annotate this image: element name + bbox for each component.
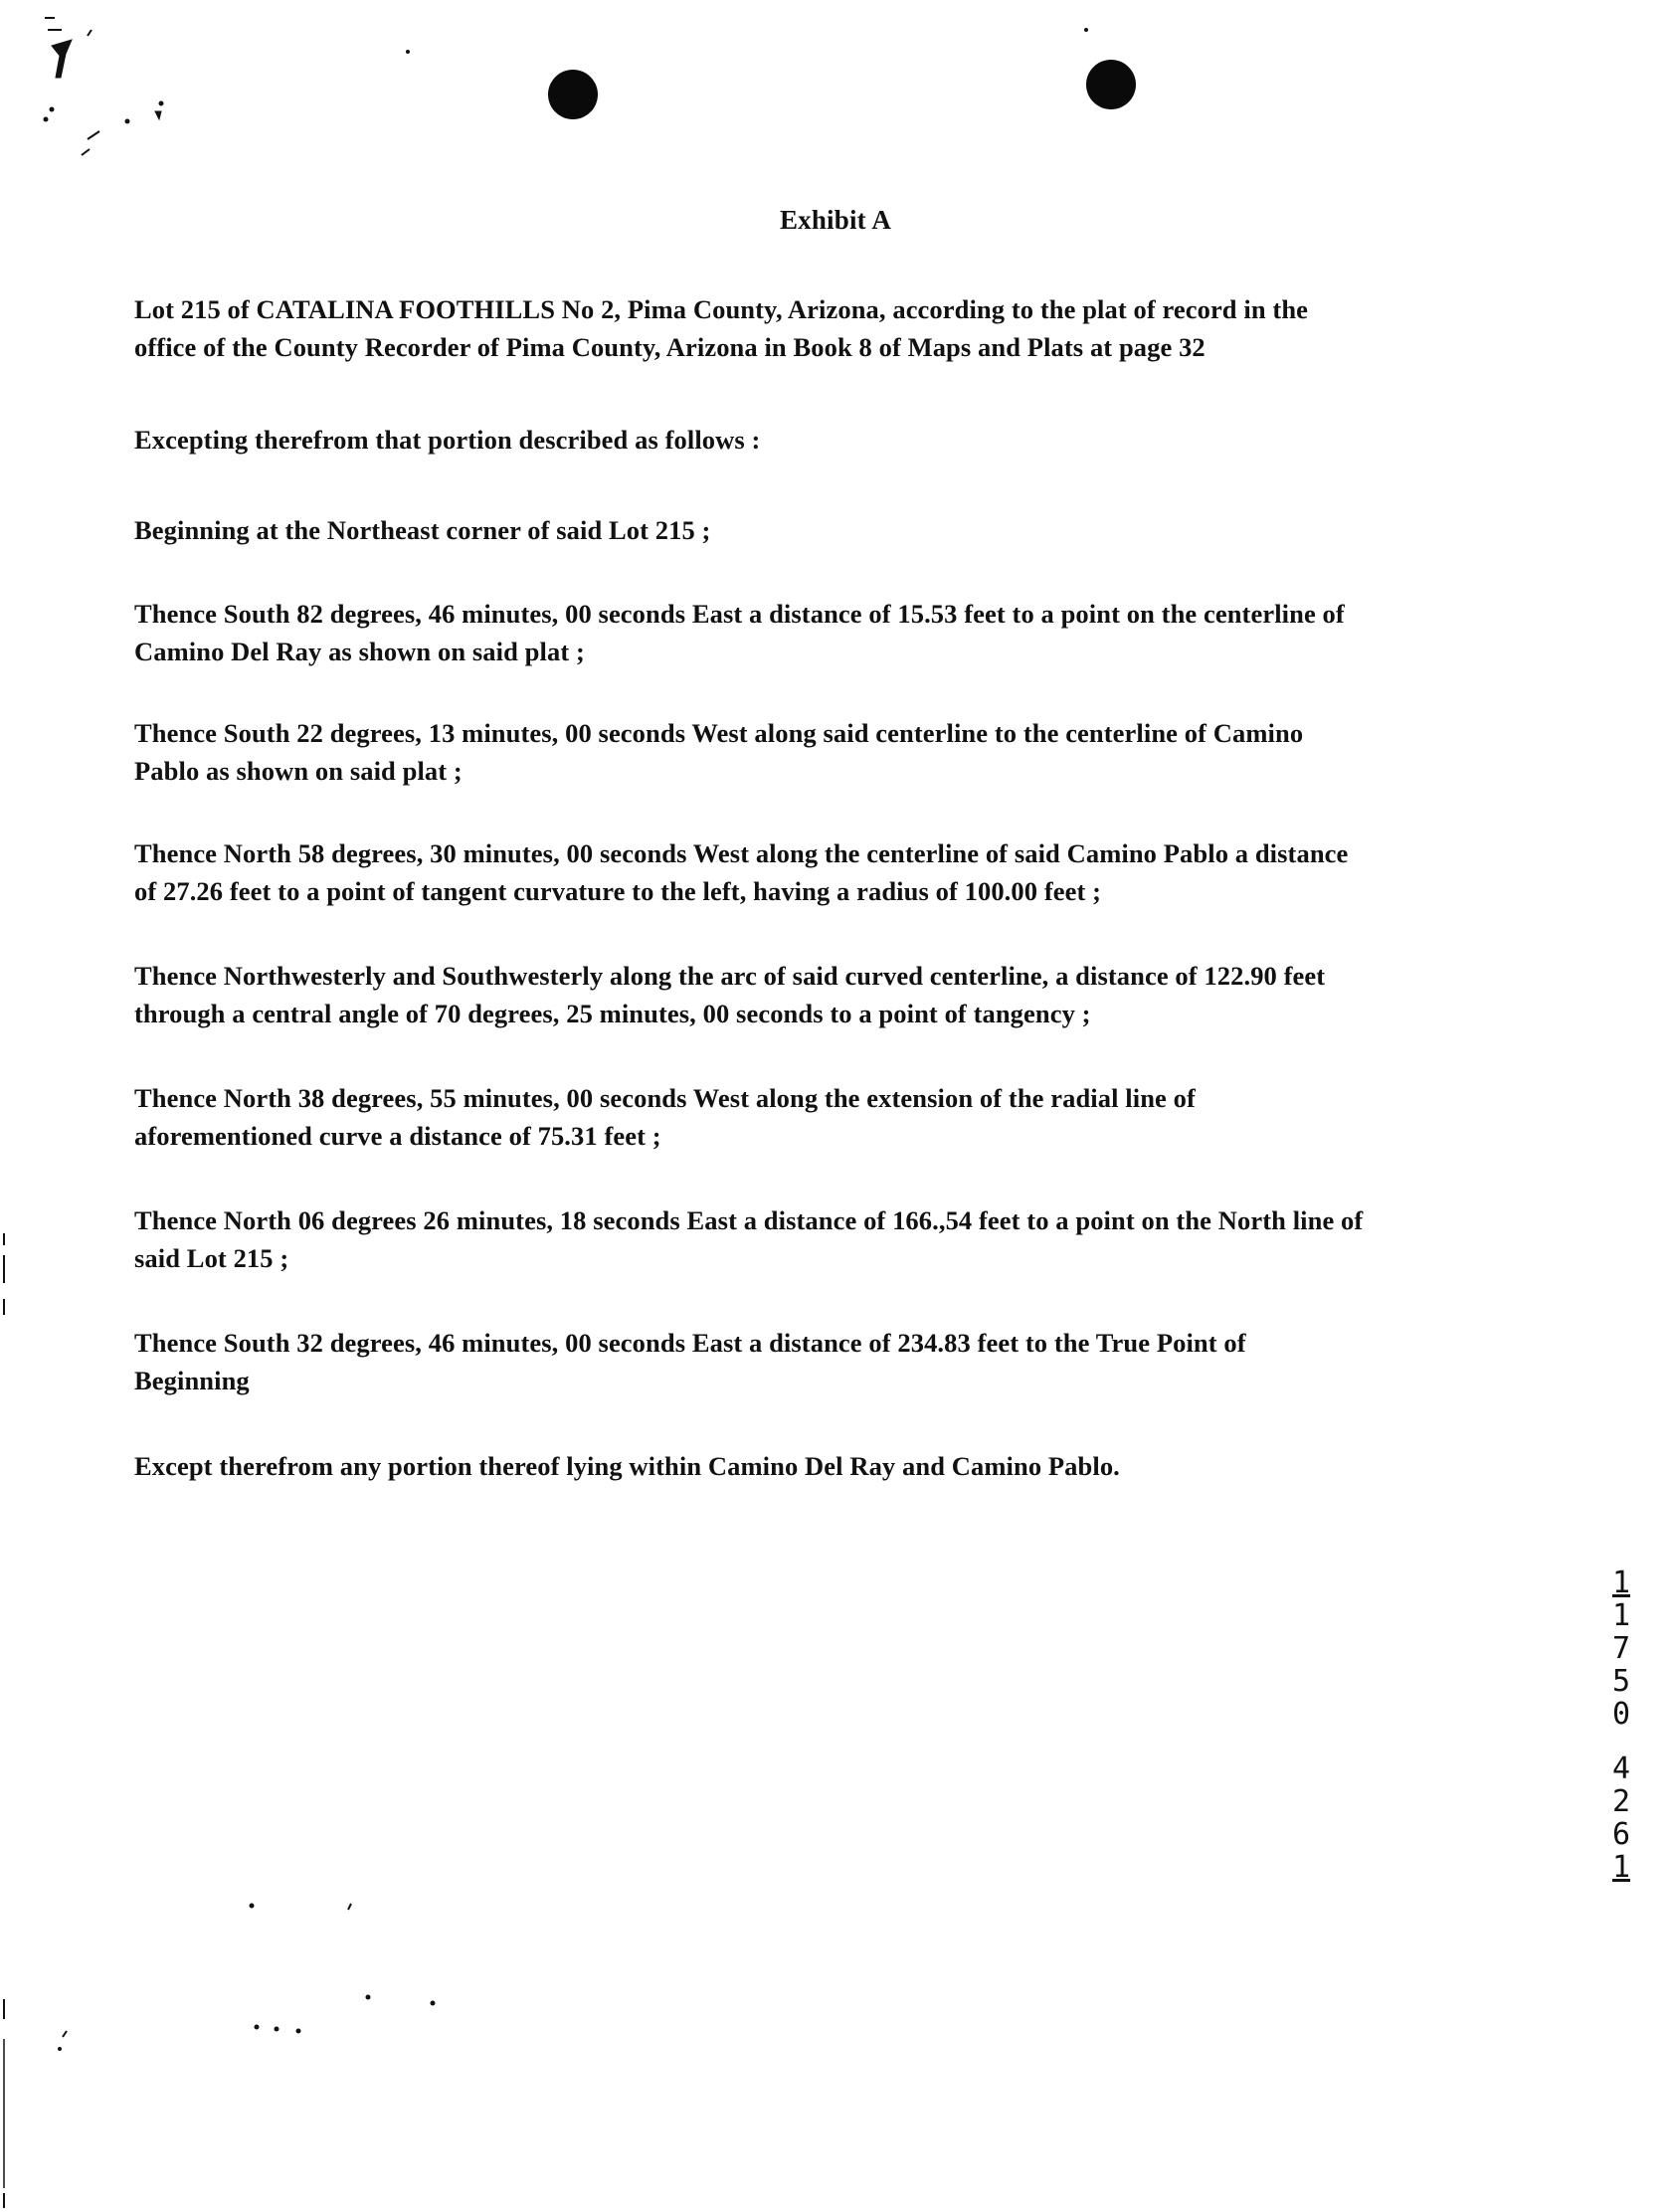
recording-digit: 1: [1611, 1598, 1631, 1633]
text-line: Beginning at the Northeast corner of said Lot 215 ;: [134, 515, 711, 545]
text-line: Thence South 82 degrees, 46 minutes, 00 seconds East a distance of 15.53 feet to a point on the centerline of: [134, 599, 1345, 629]
recording-digit: 6: [1611, 1817, 1631, 1852]
text-line: said Lot 215 ;: [134, 1243, 289, 1273]
course-paragraph-1: [134, 595, 1547, 670]
recording-digit: 0: [1611, 1697, 1631, 1732]
recording-digit: 2: [1611, 1784, 1631, 1819]
recording-digit: 1: [1611, 1566, 1631, 1600]
text-line: Thence North 38 degrees, 55 minutes, 00 seconds West along the extension of the radial line of: [134, 1083, 1196, 1113]
text-line: Pablo as shown on said plat ;: [134, 756, 463, 786]
text-line: of 27.26 feet to a point of tangent curvature to the left, having a radius of 100.00 feet ;: [134, 876, 1102, 906]
text-line: Lot 215 of CATALINA FOOTHILLS No 2, Pima County, Arizona, according to the plat of record in the: [134, 294, 1309, 324]
document-title: Exhibit A: [779, 205, 892, 235]
lot-description-paragraph: [134, 290, 1547, 366]
recording-number: [1607, 1567, 1635, 1884]
punch-hole-left: [548, 70, 598, 119]
punch-hole-right: [1086, 60, 1136, 109]
recording-digit: 4: [1611, 1751, 1631, 1786]
course-paragraph-6: [134, 1201, 1547, 1277]
recording-number-gap: [1607, 1731, 1635, 1752]
recording-digit: 5: [1611, 1664, 1631, 1699]
text-line: Thence South 32 degrees, 46 minutes, 00 seconds East a distance of 234.83 feet to the True Point of: [134, 1328, 1246, 1358]
text-line: office of the County Recorder of Pima County, Arizona in Book 8 of Maps and Plats at page 32: [134, 332, 1206, 362]
text-line: Thence Northwesterly and Southwesterly along the arc of said curved centerline, a distance of 122.90 feet: [134, 961, 1326, 991]
recording-digit: 7: [1611, 1631, 1631, 1666]
text-line: Thence South 22 degrees, 13 minutes, 00 seconds West along said centerline to the centerline of Camino: [134, 718, 1304, 748]
exception-intro-paragraph: [134, 421, 1547, 459]
course-paragraph-7: [134, 1324, 1547, 1399]
text-line: aforementioned curve a distance of 75.31 feet ;: [134, 1121, 661, 1151]
text-line: Thence North 06 degrees 26 minutes, 18 seconds East a distance of 166.,54 feet to a point on the North line of: [134, 1205, 1364, 1235]
text-line: Excepting therefrom that portion described as follows :: [134, 425, 761, 455]
course-paragraph-4: [134, 957, 1547, 1032]
beginning-paragraph: [134, 511, 1547, 549]
course-paragraph-2: [134, 714, 1547, 790]
text-line: Beginning: [134, 1366, 250, 1395]
text-line: Except therefrom any portion thereof lying within Camino Del Ray and Camino Pablo.: [134, 1451, 1120, 1481]
text-line: Thence North 58 degrees, 30 minutes, 00 seconds West along the centerline of said Camino Pablo a distance: [134, 838, 1349, 868]
recording-digit: 1: [1611, 1850, 1631, 1885]
course-paragraph-5: [134, 1079, 1547, 1155]
exception-closing-paragraph: [134, 1447, 1547, 1485]
course-paragraph-3: [134, 834, 1547, 910]
text-line: through a central angle of 70 degrees, 25 minutes, 00 seconds to a point of tangency ;: [134, 999, 1091, 1028]
text-line: Camino Del Ray as shown on said plat ;: [134, 637, 585, 666]
